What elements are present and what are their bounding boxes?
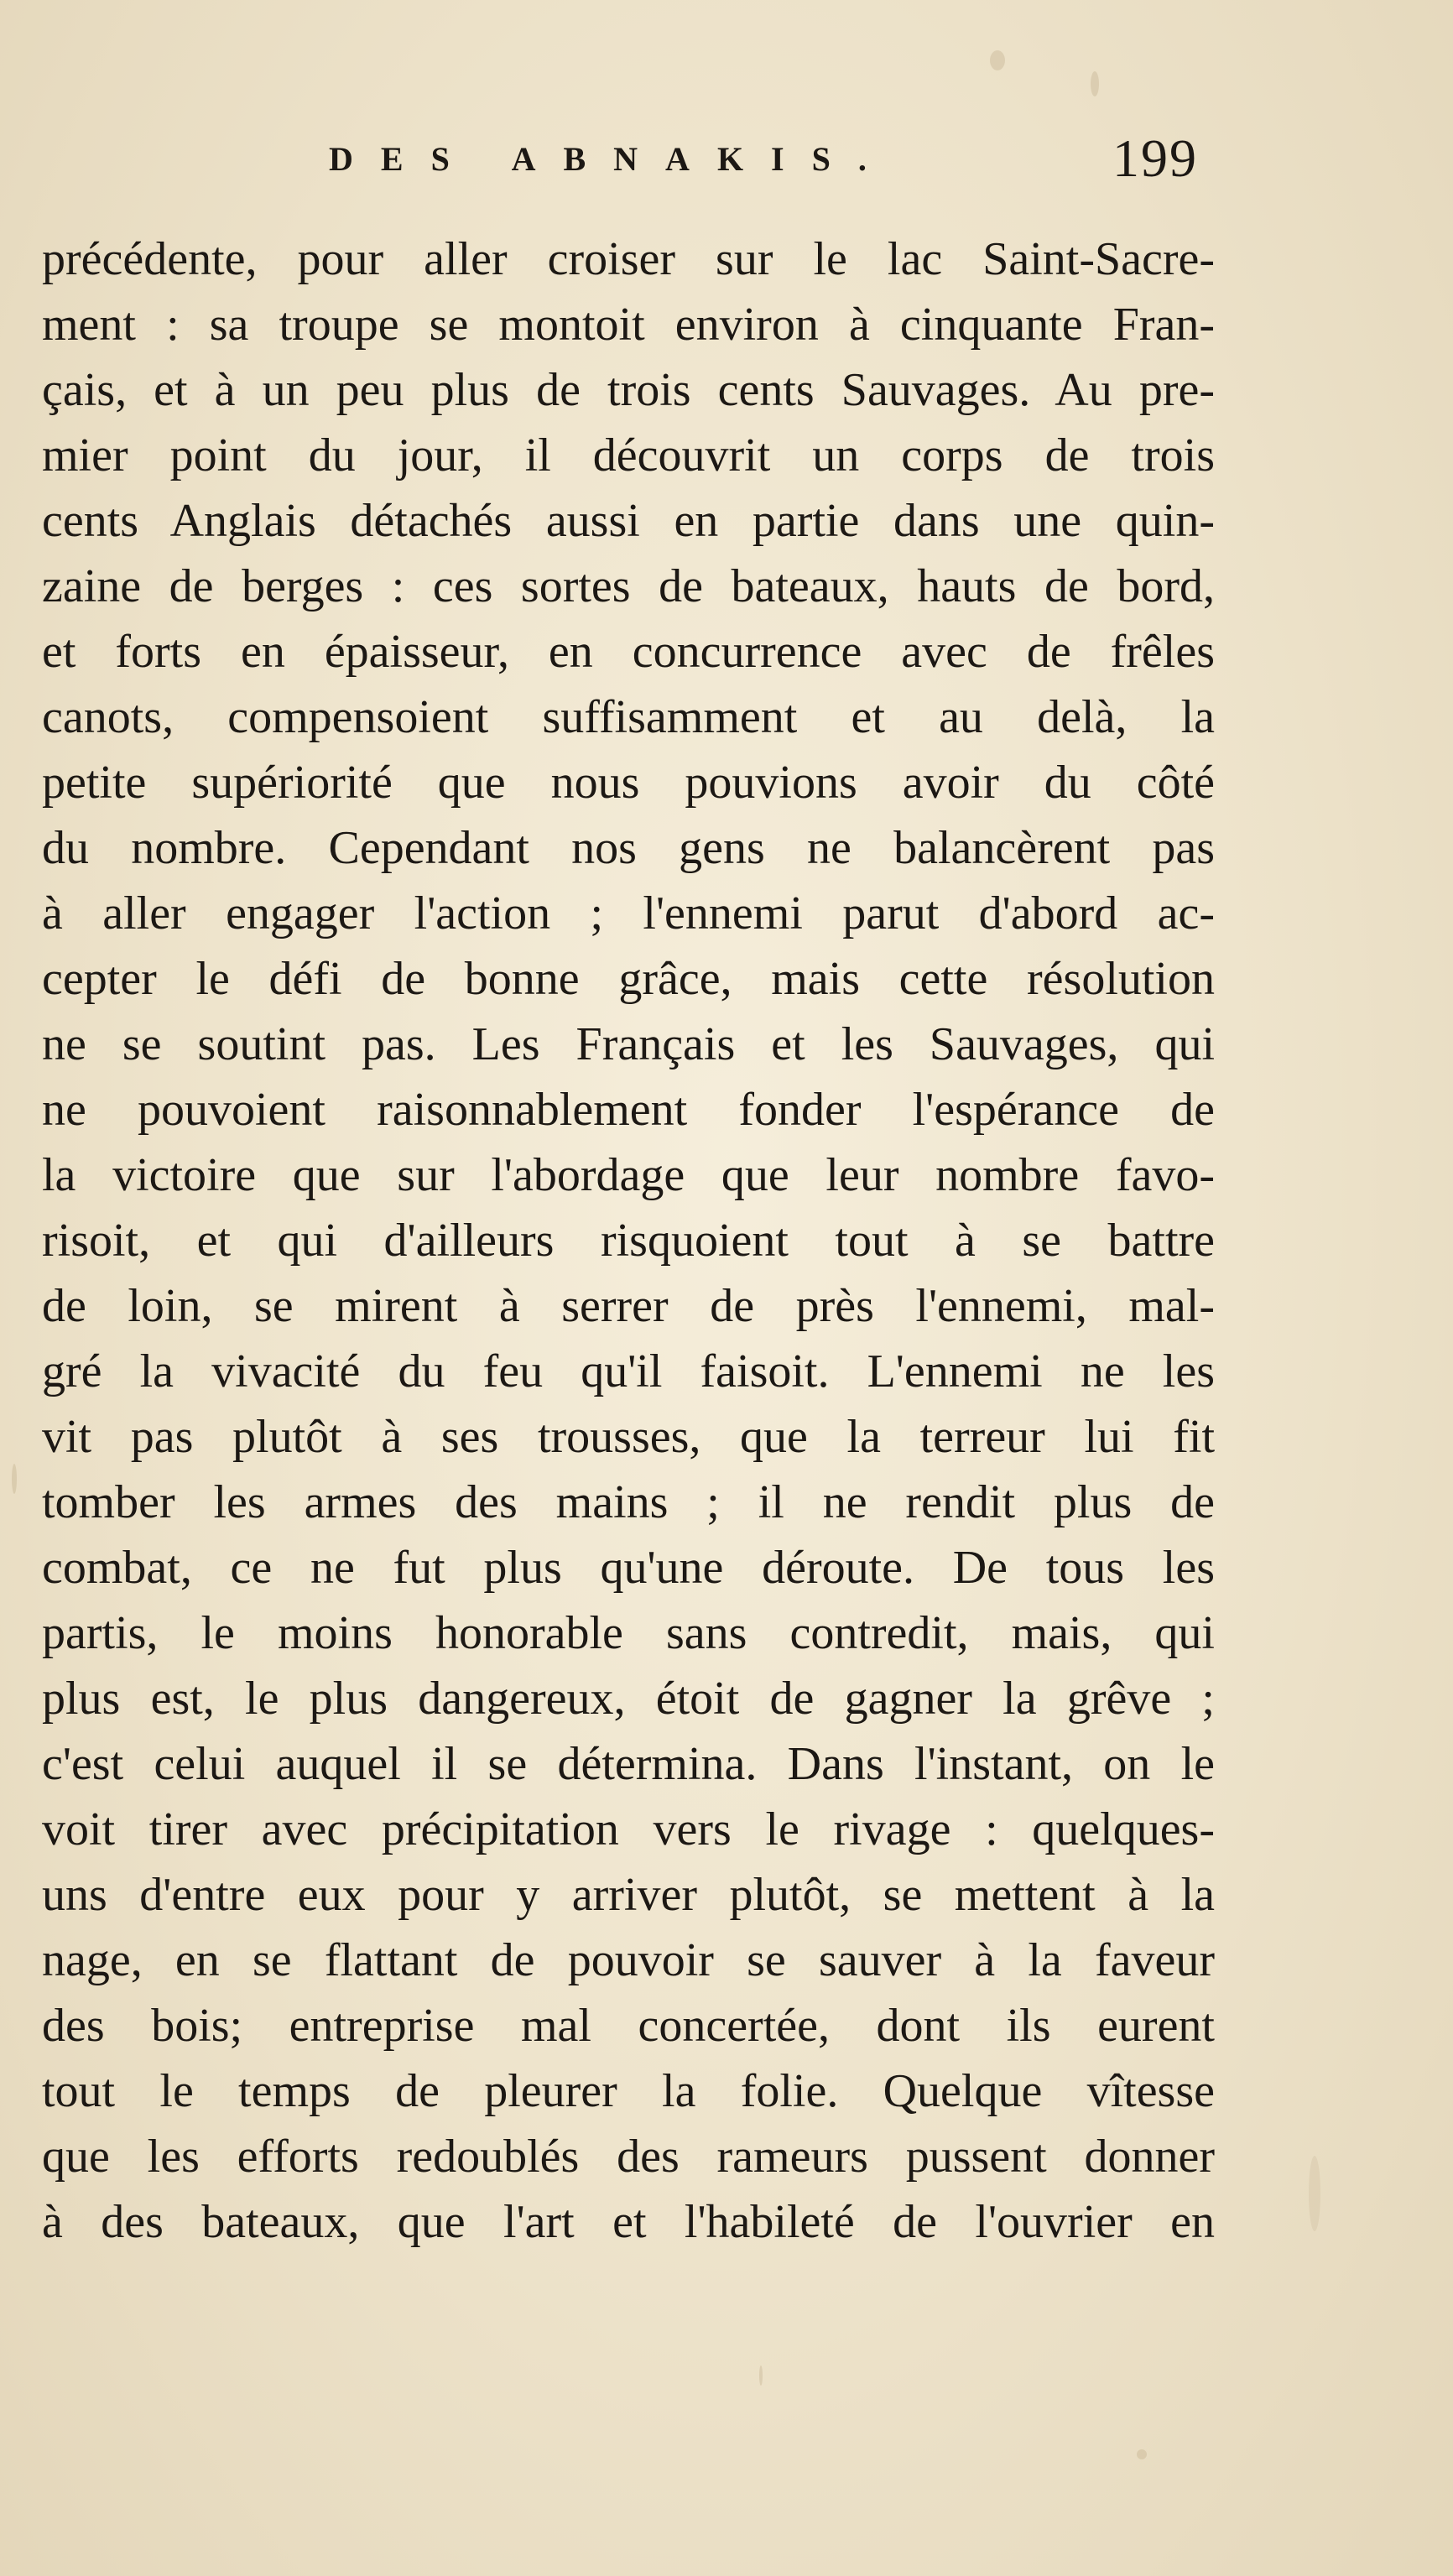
paper-stain	[759, 2365, 763, 2386]
text-line: des bois; entreprise mal concertée, dont ils eurent	[42, 2000, 1215, 2052]
text-line: canots, compensoient suffisamment et au delà, la	[42, 691, 1215, 743]
text-line: mier point du jour, il découvrit un corps de trois	[42, 429, 1215, 481]
text-line: c'est celui auquel il se détermina. Dans l'instant, on le	[42, 1738, 1215, 1790]
text-line: uns d'entre eux pour y arriver plutôt, se mettent à la	[42, 1869, 1215, 1921]
text-line: ment : sa troupe se montoit environ à cinquante Fran-	[42, 299, 1215, 351]
paper-stain	[1137, 2449, 1147, 2459]
text-line: cents Anglais détachés aussi en partie dans une quin-	[42, 495, 1215, 547]
text-line: la victoire que sur l'abordage que leur nombre favo-	[42, 1149, 1215, 1201]
text-line: ne pouvoient raisonnablement fonder l'espérance de	[42, 1084, 1215, 1136]
text-line: nage, en se flattant de pouvoir se sauver à la faveur	[42, 1934, 1215, 1986]
text-line: combat, ce ne fut plus qu'une déroute. De tous les	[42, 1542, 1215, 1594]
text-line: tomber les armes des mains ; il ne rendit plus de	[42, 1476, 1215, 1528]
text-line: cepter le défi de bonne grâce, mais cette résolution	[42, 953, 1215, 1005]
text-line: ne se soutint pas. Les Français et les Sauvages, qui	[42, 1018, 1215, 1070]
text-line: tout le temps de pleurer la folie. Quelque vîtesse	[42, 2065, 1215, 2117]
text-line: vit pas plutôt à ses trousses, que la terreur lui fit	[42, 1411, 1215, 1463]
page-header	[329, 128, 1198, 191]
text-line: gré la vivacité du feu qu'il faisoit. L'ennemi ne les	[42, 1345, 1215, 1397]
text-line: à aller engager l'action ; l'ennemi parut d'abord ac-	[42, 887, 1215, 939]
text-line: à des bateaux, que l'art et l'habileté de l'ouvrier en	[42, 2196, 1215, 2248]
paper-stain	[12, 1464, 17, 1494]
text-line: du nombre. Cependant nos gens ne balancèrent pas	[42, 822, 1215, 874]
running-head: DES ABNAKIS.	[329, 140, 894, 178]
paper-stain	[1309, 2156, 1320, 2231]
paper-stain	[990, 50, 1005, 70]
text-line: zaine de berges : ces sortes de bateaux, hauts de bord,	[42, 560, 1215, 612]
text-line: plus est, le plus dangereux, étoit de gagner la grêve ;	[42, 1673, 1215, 1725]
text-line: et forts en épaisseur, en concurrence avec de frêles	[42, 626, 1215, 678]
paper-stain	[1091, 71, 1099, 96]
text-line: risoit, et qui d'ailleurs risquoient tout à se battre	[42, 1215, 1215, 1267]
text-line: précédente, pour aller croiser sur le lac Saint-Sacre-	[42, 233, 1215, 285]
text-line: de loin, se mirent à serrer de près l'ennemi, mal-	[42, 1280, 1215, 1332]
text-line: petite supériorité que nous pouvions avoir du côté	[42, 757, 1215, 809]
text-line: çais, et à un peu plus de trois cents Sauvages. Au pre-	[42, 364, 1215, 416]
text-line: voit tirer avec précipitation vers le rivage : quelques-	[42, 1803, 1215, 1855]
body-text	[42, 226, 1215, 2255]
text-line: partis, le moins honorable sans contredit, mais, qui	[42, 1607, 1215, 1659]
page-number: 199	[1112, 128, 1198, 188]
text-line: que les efforts redoublés des rameurs pussent donner	[42, 2131, 1215, 2183]
